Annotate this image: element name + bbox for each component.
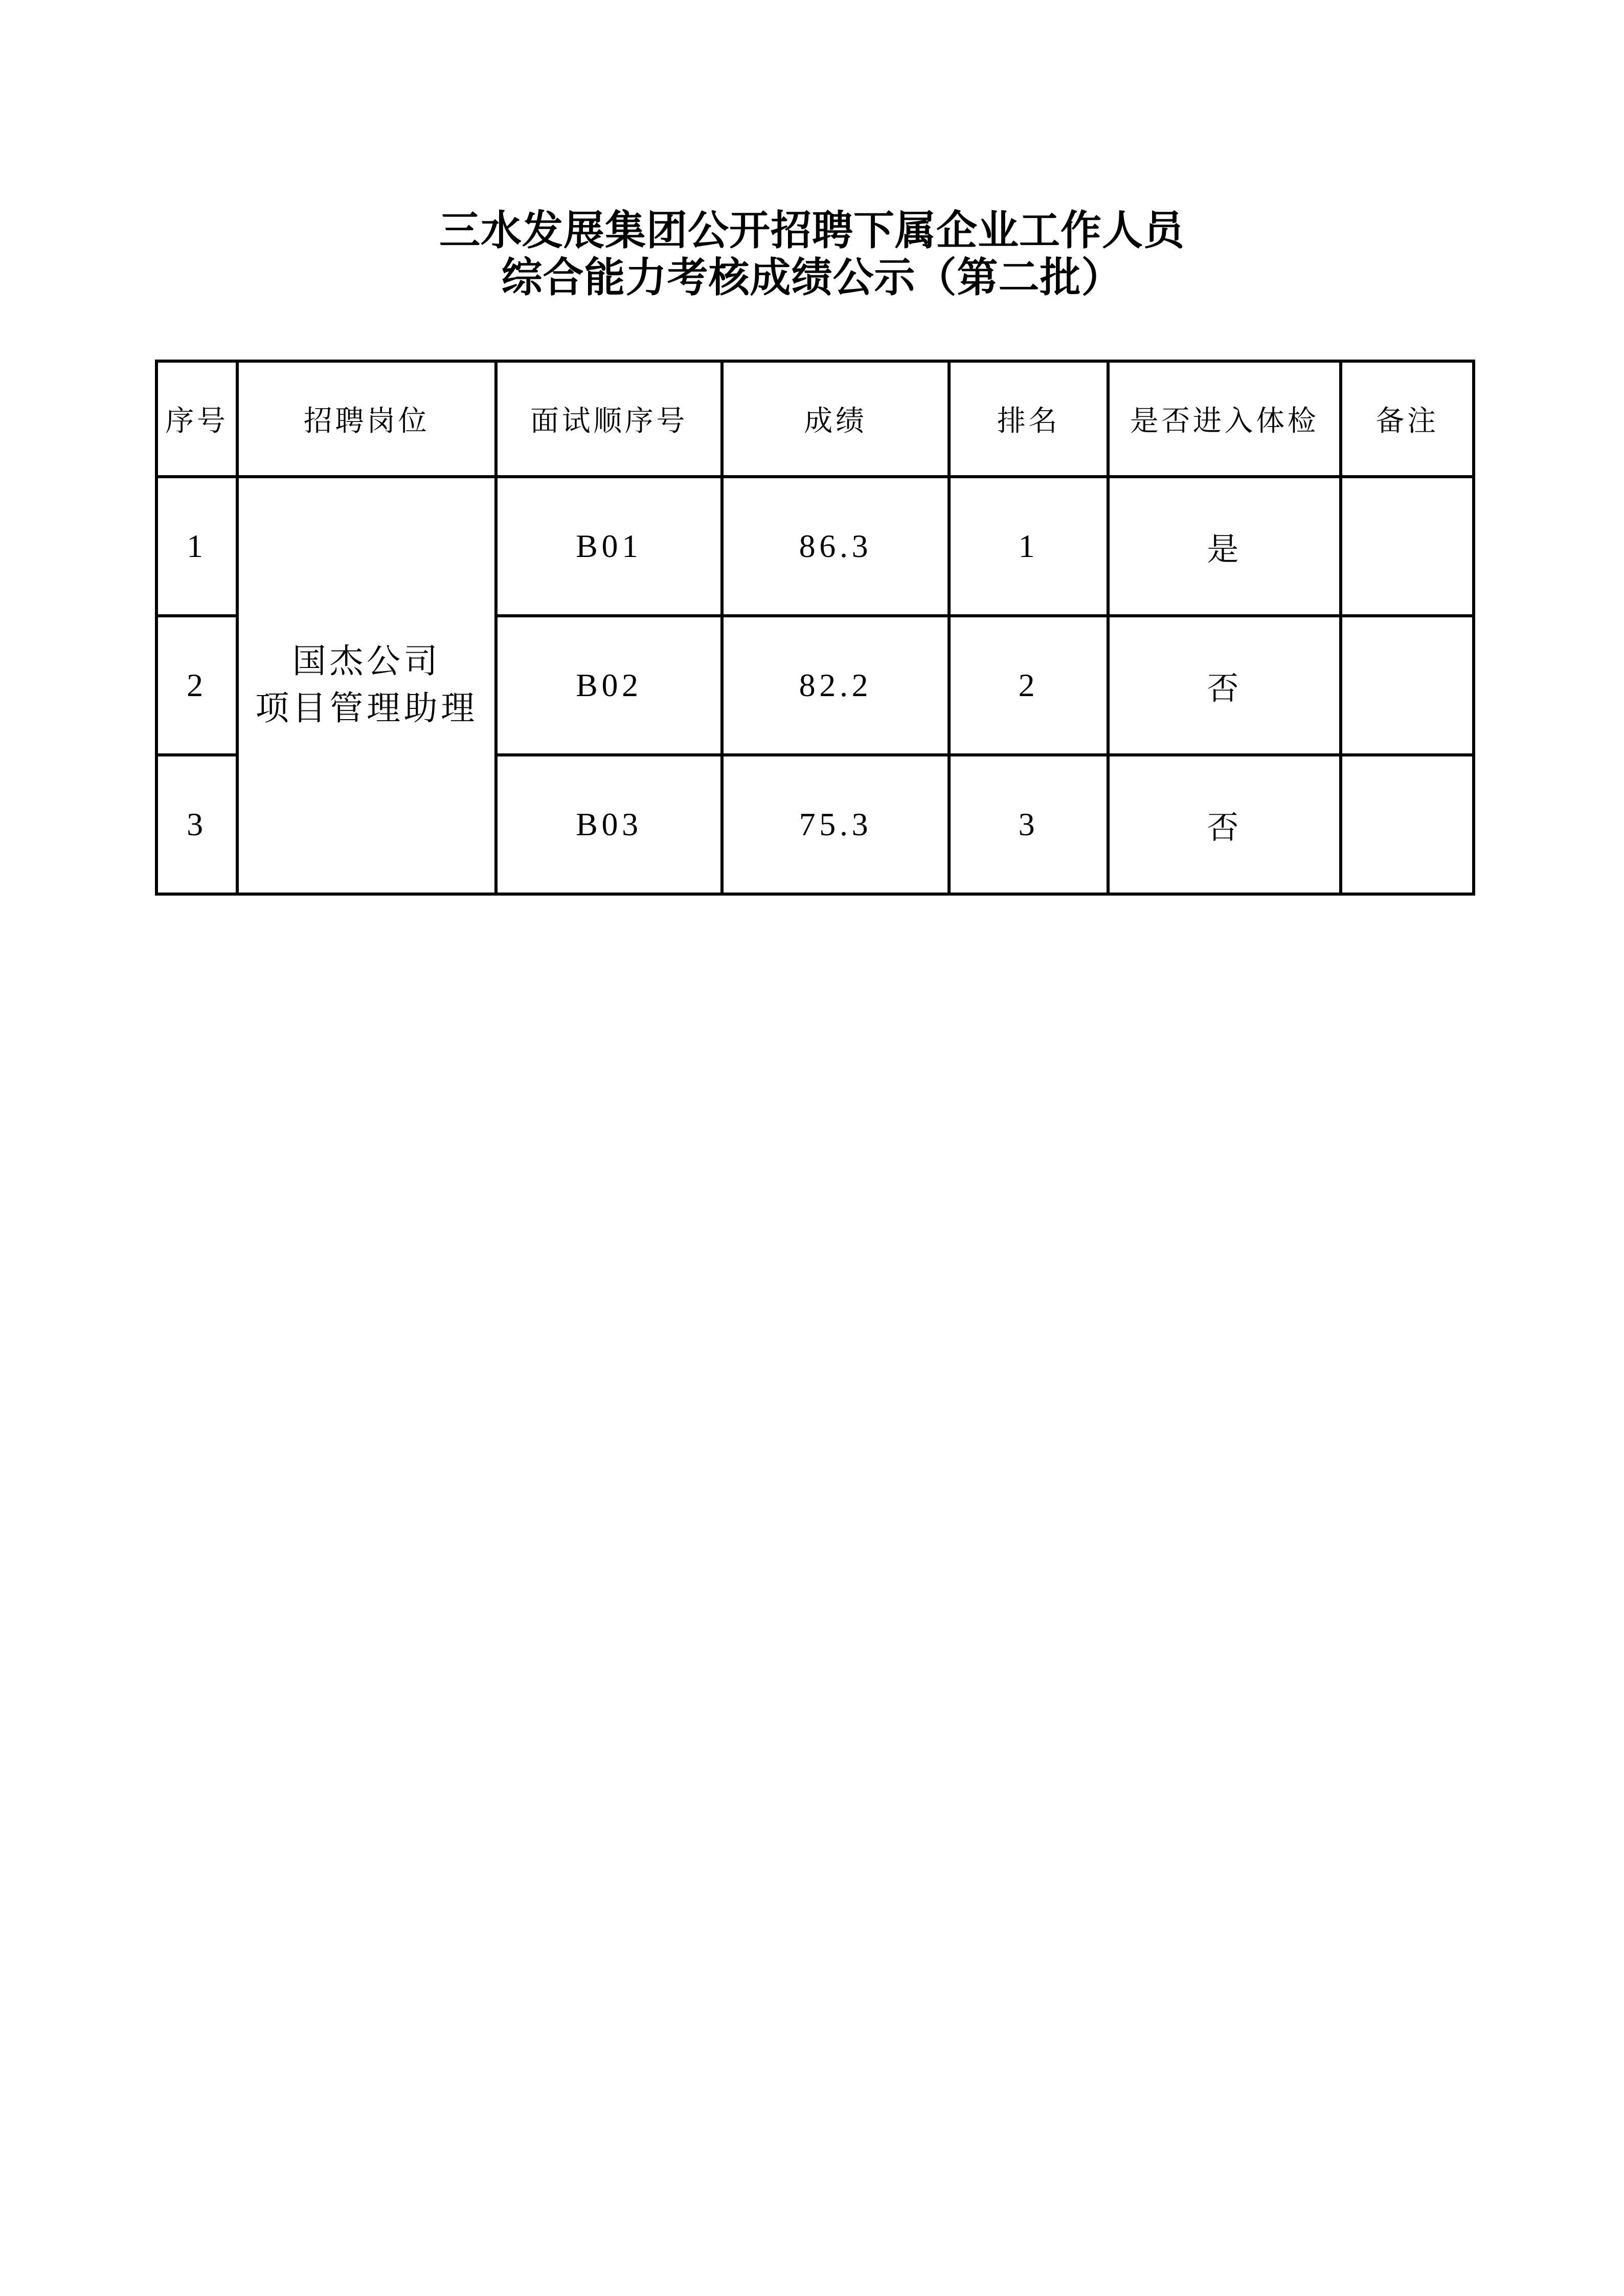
rank-cell: 3	[949, 755, 1108, 894]
seq-cell: 2	[156, 616, 237, 755]
enter-physical-cell: 是	[1108, 477, 1341, 616]
header-interview-no: 面试顺序号	[496, 361, 722, 477]
header-seq: 序号	[156, 361, 237, 477]
title-line-1: 三水发展集团公开招聘下属企业工作人员	[439, 209, 1185, 254]
enter-physical-cell: 否	[1108, 616, 1341, 755]
enter-physical-cell: 否	[1108, 755, 1341, 894]
title-line-2: 综合能力考核成绩公示（第二批）	[501, 256, 1123, 301]
seq-cell: 3	[156, 755, 237, 894]
header-position: 招聘岗位	[237, 361, 496, 477]
position-cell	[237, 477, 496, 894]
rank-cell: 1	[949, 477, 1108, 616]
remark-cell	[1341, 616, 1474, 755]
score-cell: 82.2	[722, 616, 949, 755]
header-score: 成绩	[722, 361, 949, 477]
header-remark: 备注	[1341, 361, 1474, 477]
remark-cell	[1341, 477, 1474, 616]
table-row	[156, 477, 1474, 616]
score-cell: 86.3	[722, 477, 949, 616]
interview-no-cell: B03	[496, 755, 722, 894]
rank-cell: 2	[949, 616, 1108, 755]
table-header-row	[156, 361, 1474, 477]
interview-no-cell: B02	[496, 616, 722, 755]
position-company: 国杰公司	[292, 643, 441, 680]
score-cell: 75.3	[722, 755, 949, 894]
seq-cell: 1	[156, 477, 237, 616]
header-enter-physical: 是否进入体检	[1108, 361, 1341, 477]
score-table	[155, 360, 1475, 896]
interview-no-cell: B01	[496, 477, 722, 616]
header-rank: 排名	[949, 361, 1108, 477]
document-title	[0, 208, 1624, 302]
remark-cell	[1341, 755, 1474, 894]
position-title: 项目管理助理	[255, 690, 478, 727]
